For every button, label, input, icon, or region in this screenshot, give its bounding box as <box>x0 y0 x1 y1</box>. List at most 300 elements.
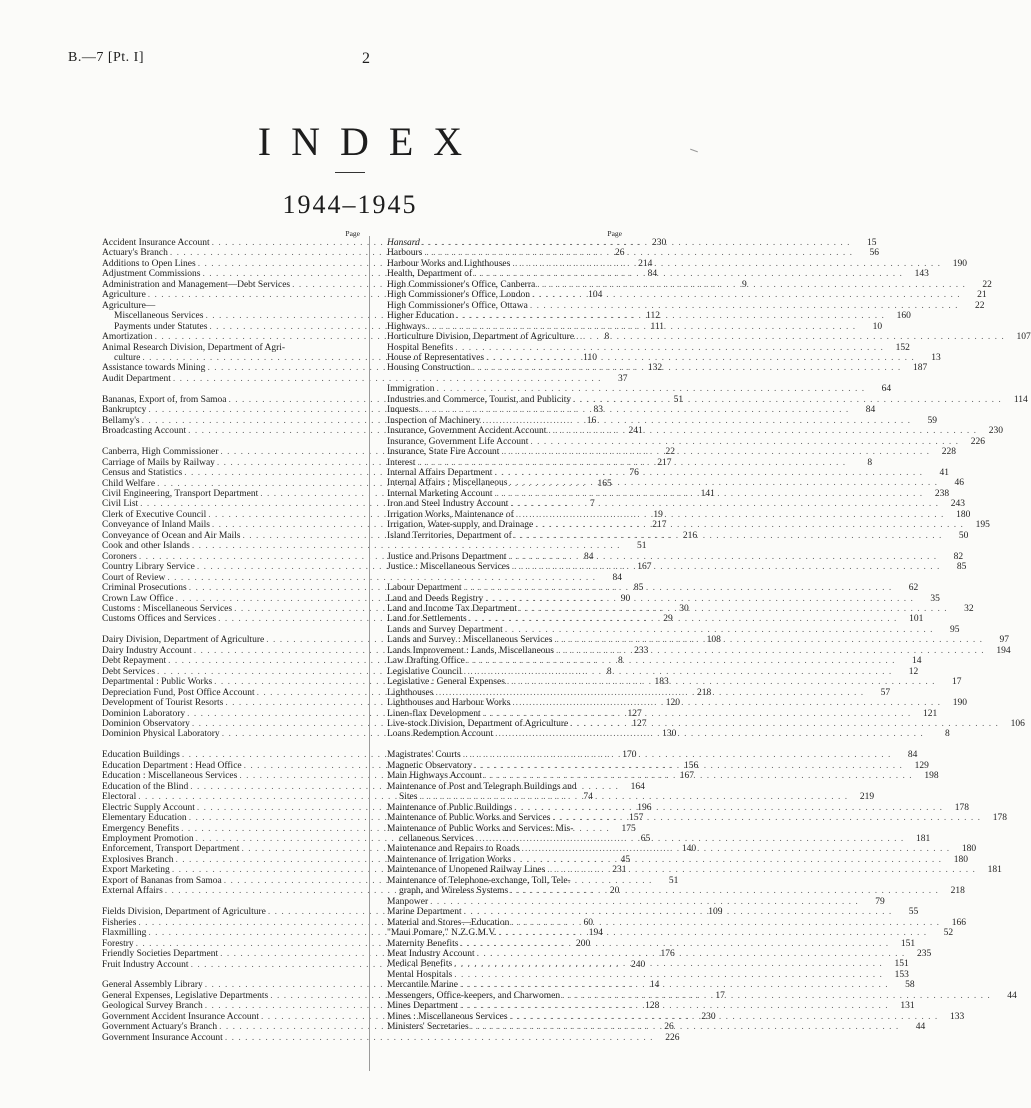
entry-page: 26 <box>664 1022 674 1033</box>
entry-page: 195 <box>975 520 990 531</box>
leader-dots <box>469 1022 900 1032</box>
leader-dots <box>533 520 964 530</box>
entry-label: Civil List <box>102 499 139 510</box>
entry-page: 10 <box>872 321 883 332</box>
entry-page: 178 <box>954 802 969 813</box>
entry-label: Internal Affairs : Miscellaneous <box>387 478 508 489</box>
entry-label: Agriculture <box>102 290 146 301</box>
entry-label: Mines : Miscellaneous Services <box>387 1011 508 1022</box>
entry-label: Government Accident Insurance Account <box>102 1011 259 1022</box>
entry-page: 230 <box>652 238 667 248</box>
leader-dots <box>499 447 930 457</box>
entry-page: 219 <box>859 792 875 803</box>
entry-label: Administration and Management—Debt Services <box>102 279 291 290</box>
entry-page: 17 <box>715 990 725 1001</box>
entry-label: Government Actuary's Branch <box>102 1022 218 1033</box>
entry-page: 217 <box>652 520 667 531</box>
leader-dots <box>512 531 943 541</box>
entry-page: 22 <box>665 447 675 458</box>
entry-label: Conveyance of Ocean and Air Mails <box>102 530 241 541</box>
entry-label: Interest <box>387 457 416 468</box>
entry-label: Lighthouses and Harbour Works <box>387 698 511 709</box>
entry-label: Bankruptcy <box>102 405 147 416</box>
index-entry <box>102 343 360 353</box>
entry-label: Maintenance of Irrigation Works <box>387 854 512 865</box>
entry-label: Payments under Statutes <box>114 321 208 332</box>
entry-label: Dominion Laboratory <box>102 708 186 719</box>
entry-page: 230 <box>988 426 1003 437</box>
entry-label: Lands Improvement : Lands, Miscellaneous <box>387 645 555 656</box>
entry-label: Lighthouses <box>387 687 434 698</box>
leader-dots <box>492 468 923 478</box>
entry-label: culture <box>114 352 141 363</box>
entry-label: Dominion Physical Laboratory <box>102 729 220 740</box>
entry-page: 183 <box>654 677 669 688</box>
entry-page: 22 <box>974 300 985 311</box>
index-entry <box>102 541 647 552</box>
entry-page: 218 <box>696 687 712 698</box>
leader-dots <box>482 771 913 781</box>
entry-page: 231 <box>612 865 627 876</box>
entry-page: 8 <box>867 457 873 468</box>
entry-label: Material and Stores—Education <box>387 917 510 928</box>
entry-page: 50 <box>958 530 969 541</box>
leader-dots <box>419 405 850 415</box>
entry-page: 114 <box>1013 394 1028 405</box>
entry-label: Mines Department <box>387 1001 458 1012</box>
leader-dots <box>493 729 924 739</box>
leader-dots <box>435 384 866 394</box>
entry-page: 74 <box>583 792 593 803</box>
index-entry <box>387 865 1002 876</box>
entry-label: Bananas, Export of, from Samoa <box>102 394 227 405</box>
entry-label: External Affairs <box>102 886 163 897</box>
leader-dots <box>474 834 905 844</box>
entry-label: Insurance, Government Accident Account <box>387 426 547 437</box>
entry-page: 58 <box>905 980 915 991</box>
leader-dots <box>416 458 847 468</box>
leader-dots <box>420 238 851 248</box>
entry-page: 133 <box>949 1011 965 1022</box>
entry-label: Irrigation Works, Maintenance of <box>387 509 514 520</box>
entry-label: Fisheries <box>102 917 137 928</box>
index-entry <box>387 876 622 886</box>
leader-dots <box>528 437 959 447</box>
leader-dots <box>475 949 906 959</box>
entry-page: 52 <box>943 928 954 939</box>
entry-label: Crown Law Office <box>102 593 174 604</box>
entry-label: Country Library Service <box>102 562 195 573</box>
entry-label: Accident Insurance Account <box>102 238 210 248</box>
entry-label: Export of Bananas from Samoa <box>102 875 222 886</box>
entry-page: 181 <box>987 865 1002 876</box>
entry-label: Magnetic Observatory <box>387 760 473 771</box>
entry-label: Conveyance of Inland Mails <box>102 520 210 531</box>
index-entry <box>387 279 992 290</box>
entry-label: Coroners <box>102 551 137 562</box>
leader-dots <box>493 489 924 499</box>
leader-dots <box>417 792 848 802</box>
leader-dots <box>546 426 977 436</box>
entry-page: 84 <box>865 405 876 416</box>
entry-page: 7 <box>590 499 595 510</box>
entry-page: 121 <box>923 708 938 719</box>
entry-label: Amortization <box>102 332 153 343</box>
leader-dots <box>481 709 912 719</box>
entry-label: Child Welfare <box>102 478 156 489</box>
leader-dots <box>483 594 914 604</box>
entry-page: 104 <box>588 290 603 301</box>
entry-page: 164 <box>630 781 645 792</box>
entry-page: 110 <box>583 352 598 363</box>
entry-label: Inquests <box>387 405 419 416</box>
index-title: INDEX <box>257 119 483 164</box>
entry-label: graph, and Wireless Systems <box>399 886 509 897</box>
index-entry <box>387 666 919 677</box>
entry-label: Education Buildings <box>102 750 180 761</box>
entry-label: Employment Promotion <box>102 834 194 845</box>
entry-label: High Commissioner's Office, Canberra <box>387 279 536 290</box>
leader-dots <box>508 499 939 509</box>
leader-dots <box>571 395 1002 405</box>
entry-label: High Commissioner's Office, Ottawa <box>387 300 528 311</box>
entry-label: Land and Deeds Registry <box>387 593 484 604</box>
leader-dots <box>426 322 857 332</box>
entry-page: 84 <box>612 572 622 583</box>
entry-label: Main Highways Account <box>387 771 482 782</box>
entry-label: Mercantile Marine <box>387 980 458 991</box>
entry-page: 30 <box>679 603 689 614</box>
leader-dots <box>505 677 936 687</box>
leader-dots <box>552 635 983 645</box>
entry-page: 29 <box>663 614 673 625</box>
entry-page: 85 <box>956 562 967 573</box>
entry-page: 46 <box>954 478 965 489</box>
entry-page: 8 <box>944 729 950 740</box>
entry-page: 243 <box>950 499 965 510</box>
entry-label: Lands and Survey Department <box>387 624 503 635</box>
entry-page: 187 <box>913 363 928 374</box>
entry-label: Messengers, Office-keepers, and Charwomen <box>387 990 561 1001</box>
leader-dots <box>422 248 853 258</box>
leader-dots <box>459 939 890 949</box>
entry-label: Inspection of Machinery <box>387 415 481 426</box>
entry-page: 178 <box>992 813 1008 824</box>
entry-page: 76 <box>629 468 639 479</box>
entry-page: 228 <box>941 447 957 458</box>
entry-label: Immigration <box>387 384 435 395</box>
entry-label: Animal Research Division, Department of Agri- <box>102 342 286 353</box>
entry-label: Education Department : Head Office <box>102 760 242 771</box>
entry-label: High Commissioner's Office, London <box>387 290 530 301</box>
leader-dots <box>452 959 883 969</box>
index-entry <box>387 656 922 667</box>
entry-label: Internal Affairs Department <box>387 468 493 479</box>
entry-label: Maintenance of Public Works and Services: Mis- <box>387 823 574 834</box>
entry-label: Departmental : Public Works <box>102 677 213 688</box>
entry-label: Ministers' Secretaries <box>387 1022 469 1033</box>
leader-dots <box>517 604 948 614</box>
entry-label: Maintenance of Public Buildings <box>387 802 513 813</box>
entry-page: 22 <box>982 279 992 290</box>
entry-page: 12 <box>908 666 919 677</box>
entry-page: 60 <box>583 917 593 928</box>
entry-label: Insurance, Government Life Account <box>387 436 529 447</box>
entry-page: 9 <box>741 279 747 290</box>
entry-label: Housing Construction <box>387 363 471 374</box>
entry-label: Health, Department of <box>387 269 473 280</box>
index-entry <box>102 373 628 384</box>
entry-label: Live-stock Division, Department of Agriculture <box>387 718 569 729</box>
entry-page: 180 <box>953 854 968 865</box>
leader-dots <box>462 583 893 593</box>
entry-label: Maintenance of Telephone-exchange, Toll, Tele- <box>387 875 571 886</box>
leader-dots <box>433 688 864 698</box>
page-column-label: Page <box>345 229 360 238</box>
index-entry <box>387 886 965 897</box>
entry-label: Customs Offices and Services <box>102 614 217 625</box>
leader-dots <box>510 562 941 572</box>
entry-label: Civil Engineering, Transport Department <box>102 488 259 499</box>
entry-label: Dominion Observatory <box>102 718 190 729</box>
entry-label: Manpower <box>387 896 429 907</box>
leader-dots <box>496 928 927 938</box>
entry-label: House of Representatives <box>387 352 485 363</box>
index-entry <box>387 499 965 510</box>
entry-label: Highways <box>387 321 426 332</box>
entry-label: Marine Department <box>387 907 462 918</box>
entry-label: Mental Hospitals <box>387 969 453 980</box>
leader-dots <box>545 865 976 875</box>
entry-label: Carriage of Mails by Railway <box>102 457 215 468</box>
index-entry <box>387 478 965 489</box>
entry-label: Loans Redemption Account <box>387 729 494 740</box>
entry-page: 218 <box>950 886 965 897</box>
entry-page: 214 <box>638 258 653 269</box>
leader-dots <box>503 625 934 635</box>
entry-label: Miscellaneous Services <box>114 311 204 322</box>
entry-page: 190 <box>952 258 967 269</box>
entry-label: Irrigation, Water-supply, and Drainage <box>387 520 534 531</box>
leader-dots <box>510 698 941 708</box>
entry-page: 127 <box>632 718 647 729</box>
entry-page: 8 <box>606 666 612 677</box>
entry-label: Labour Department <box>387 583 462 594</box>
entry-label: Island Territories, Department of <box>387 530 512 541</box>
entry-page: 79 <box>875 896 885 907</box>
entry-page: 15 <box>867 238 877 248</box>
entry-label: Harbour Works and Lighthouses <box>387 258 511 269</box>
entry-label: Legislative Council <box>387 666 462 677</box>
leader-dots <box>535 280 966 290</box>
entry-page: 157 <box>629 813 644 824</box>
entry-page: 45 <box>620 854 631 865</box>
entry-label: Assistance towards Mining <box>102 363 206 374</box>
entry-page: 85 <box>633 583 644 594</box>
index-entry <box>387 624 960 635</box>
entry-label: Friendly Societies Department <box>102 949 219 960</box>
entry-page: 84 <box>647 269 658 280</box>
entry-page: 217 <box>657 457 672 468</box>
leader-dots <box>554 646 985 656</box>
entry-page: 131 <box>900 1001 915 1012</box>
leader-dots <box>461 750 892 760</box>
index-entry <box>387 782 622 792</box>
entry-page: 20 <box>609 886 620 897</box>
entry-page: 19 <box>653 509 663 520</box>
entry-label: Maintenance of Unopened Railway Lines <box>387 865 546 876</box>
entry-page: 176 <box>660 949 675 960</box>
entry-page: 130 <box>662 729 677 740</box>
entry-page: 216 <box>682 530 698 541</box>
entry-label: Government Insurance Account <box>102 1032 223 1043</box>
entry-label: Debt Services <box>102 666 156 677</box>
entry-page: 240 <box>630 959 646 970</box>
entry-page: 151 <box>900 938 916 949</box>
leader-dots <box>568 719 999 729</box>
entry-page: 26 <box>614 248 625 259</box>
entry-label: Hansard <box>387 238 420 248</box>
entry-page: 51 <box>673 394 684 405</box>
entry-label: Sites <box>399 792 418 803</box>
leader-dots <box>467 614 898 624</box>
leader-dots <box>471 363 902 373</box>
index-years: 1944–1945 <box>282 190 418 219</box>
entry-label: Elementary Education <box>102 813 187 824</box>
entry-label: Forestry <box>102 938 134 949</box>
entry-page: 112 <box>646 311 661 322</box>
entry-page: 111 <box>650 321 665 332</box>
entry-page: 120 <box>665 698 680 709</box>
index-entry <box>387 342 910 353</box>
entry-page: 8 <box>617 656 623 667</box>
entry-page: 165 <box>597 478 612 489</box>
title-rule <box>335 172 365 173</box>
entry-label: Lands and Survey : Miscellaneous Services <box>387 635 553 646</box>
entry-label: Maternity Benefits <box>387 938 459 949</box>
entry-label: Education : Miscellaneous Services <box>102 771 238 782</box>
leader-dots <box>530 290 961 300</box>
entry-label: Land and Income Tax Department <box>387 604 517 614</box>
entry-page: 95 <box>949 624 960 635</box>
entry-label: Linen-flax Development <box>387 708 481 719</box>
entry-page: 181 <box>916 834 931 845</box>
entry-page: 84 <box>583 551 594 562</box>
entry-page: 198 <box>924 771 939 782</box>
entry-label: Electric Supply Account <box>102 802 195 813</box>
entry-page: 140 <box>681 844 697 855</box>
entry-label: Broadcasting Account <box>102 426 187 437</box>
entry-label: Maintenance of Post and Telegraph Buildings and <box>387 781 577 792</box>
leader-dots <box>462 907 893 917</box>
leader-dots <box>454 311 885 321</box>
entry-page: 160 <box>896 311 911 322</box>
entry-label: Customs : Miscellaneous Services <box>102 603 233 614</box>
entry-page: 151 <box>894 959 909 970</box>
entry-label: General Expenses, Legislative Departments <box>102 990 269 1001</box>
document-reference: B.—7 [Pt. I] <box>68 50 144 65</box>
entry-label: Actuary's Branch <box>102 248 168 259</box>
entry-page: 82 <box>953 551 964 562</box>
leader-dots <box>528 301 959 311</box>
entry-label: General Assembly Library <box>102 980 203 991</box>
entry-label: Enforcement, Transport Department <box>102 844 240 855</box>
leader-dots <box>550 813 981 823</box>
entry-label: Canberra, High Commissioner <box>102 447 219 458</box>
entry-page: 194 <box>588 928 603 939</box>
entry-page: 196 <box>637 802 652 813</box>
entry-label: Maintenance and Repairs to Roads <box>387 844 520 855</box>
entry-label: Explosives Branch <box>102 854 174 865</box>
leader-dots <box>472 269 903 279</box>
entry-page: 65 <box>640 834 651 845</box>
entry-label: Justice and Prisons Department <box>387 551 507 562</box>
leader-dots <box>514 510 945 520</box>
entry-page: 175 <box>621 823 636 834</box>
entry-label: Medical Benefits <box>387 959 453 970</box>
leader-dots <box>560 991 991 1001</box>
entry-page: 143 <box>914 269 929 280</box>
entry-label: Fruit Industry Account <box>102 959 189 970</box>
entry-page: 238 <box>934 488 950 499</box>
leader-dots <box>462 667 893 677</box>
index-entry <box>387 415 938 426</box>
index-entry <box>387 332 1031 343</box>
entry-page: 241 <box>628 426 643 437</box>
entry-page: 170 <box>622 750 637 761</box>
entry-page: 226 <box>970 436 986 447</box>
entry-label: Land for Settlements <box>387 614 467 625</box>
entry-page: 44 <box>1007 990 1017 1001</box>
leader-dots <box>509 918 940 928</box>
leader-dots <box>508 886 939 896</box>
entry-page: 44 <box>915 1022 926 1033</box>
leader-dots <box>472 761 903 771</box>
entry-page: 8 <box>604 332 610 343</box>
leader-dots <box>519 844 950 854</box>
index-entry <box>387 938 916 949</box>
leader-dots <box>484 353 915 363</box>
entry-page: 167 <box>637 562 652 573</box>
entry-label: Adjustment Commissions <box>102 269 201 280</box>
index-entry <box>387 896 885 907</box>
entry-page: 17 <box>952 677 962 688</box>
entry-label: Debt Repayment <box>102 656 167 667</box>
entry-label: Audit Department <box>102 373 171 384</box>
leader-dots <box>508 1012 939 1022</box>
entry-page: 235 <box>916 949 932 959</box>
index-entry <box>387 290 987 301</box>
leader-dots <box>511 855 942 865</box>
entry-label: Geological Survey Branch <box>102 1001 203 1012</box>
entry-page: 62 <box>908 583 919 594</box>
entry-page: 14 <box>912 656 922 667</box>
index-entry <box>387 436 986 447</box>
entry-page: 226 <box>665 1032 680 1043</box>
column-divider <box>369 236 370 1071</box>
leader-dots <box>510 259 941 269</box>
leader-dots <box>458 1001 889 1011</box>
entry-label: Flaxmilling <box>102 928 147 939</box>
index-entry <box>387 792 875 803</box>
entry-label: Electoral <box>102 792 137 803</box>
entry-label: "Maui Pomare," N.Z.G.M.V. <box>387 928 497 939</box>
entry-page: 35 <box>930 593 940 604</box>
entry-page: 59 <box>927 415 938 426</box>
entry-label: Clerk of Executive Council <box>102 509 207 520</box>
entry-page: 153 <box>894 969 909 980</box>
entry-page: 107 <box>1016 332 1031 343</box>
